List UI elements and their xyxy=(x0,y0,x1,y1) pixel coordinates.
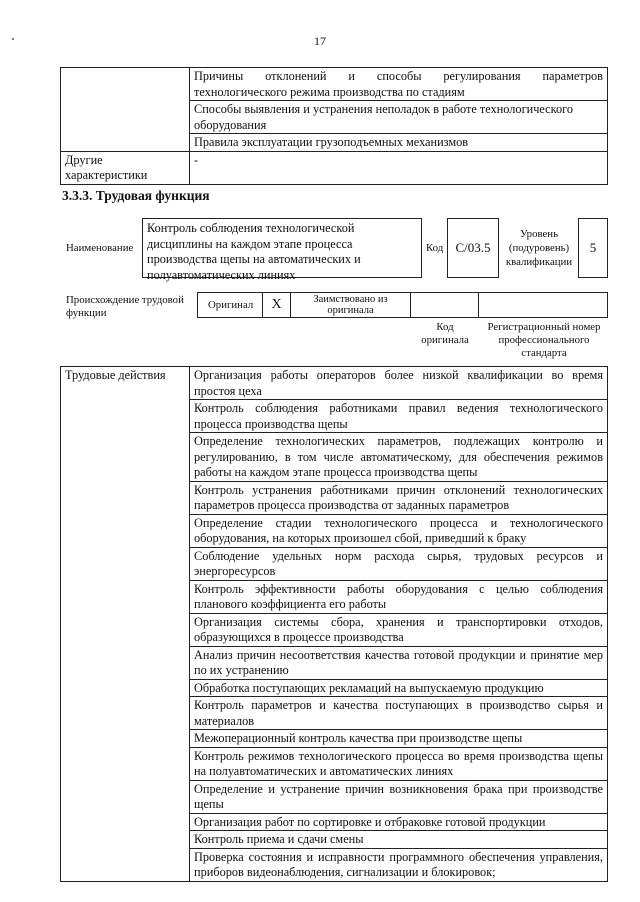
labor-action-item: Контроль устранения работниками причин отклонений технологических параметров процесса производства от заданных параметров xyxy=(190,481,608,514)
name-label: Наименование xyxy=(66,242,134,254)
labor-action-item: Проверка состояния и исправности программного обеспечения управления, приборов видеонаблюдения, сигнализации и блокировок; xyxy=(190,848,608,881)
labor-actions-table xyxy=(60,366,608,882)
labor-action-row xyxy=(61,367,608,400)
knowledge-item: Причины отклонений и способы регулирования параметров технологического режима производства по стадиям xyxy=(190,68,608,101)
function-code: C/03.5 xyxy=(447,218,499,278)
code-original-cell xyxy=(411,293,479,317)
labor-action-item: Определение стадии технологического процесса и технологического оборудования, на которых произошел сбой, приведший к браку xyxy=(190,514,608,547)
code-original-label: Код оригинала xyxy=(421,321,469,346)
origin-label: Происхождение трудовой функции xyxy=(66,294,184,319)
labor-action-item: Соблюдение удельных норм расхода сырья, трудовых ресурсов и энергоресурсов xyxy=(190,547,608,580)
labor-action-item: Организация работ по сортировке и отбраковке готовой продукции xyxy=(190,813,608,831)
knowledge-table xyxy=(60,67,608,185)
original-cell xyxy=(198,293,263,317)
labor-action-item: Контроль эффективности работы оборудования с целью соблюдения планового коэффициента его работы xyxy=(190,580,608,613)
labor-action-item: Контроль соблюдения работниками правил ведения технологического процесса производства щепы xyxy=(190,400,608,433)
labor-action-item: Анализ причин несоответствия качества готовой продукции и принятие мер по их устранению xyxy=(190,646,608,679)
labor-action-item: Определение и устранение причин возникновения брака при производстве щепы xyxy=(190,780,608,813)
reg-number-cell xyxy=(479,293,607,317)
origin-row xyxy=(197,292,608,318)
code-label: Код xyxy=(426,242,444,254)
knowledge-item: Правила эксплуатации грузоподъемных механизмов xyxy=(190,134,608,152)
original-mark: X xyxy=(263,293,291,317)
knowledge-item: Способы выявления и устранения неполадок в работе технологического оборудования xyxy=(190,101,608,134)
labor-action-item: Обработка поступающих рекламаций на выпускаемую продукцию xyxy=(190,679,608,697)
labor-action-item: Контроль режимов технологического процесса во время производства щепы на полуавтоматических и автоматических линиях xyxy=(190,747,608,780)
other-characteristics-value: - xyxy=(190,151,608,184)
other-characteristics-label: Другие характеристики xyxy=(61,151,190,184)
knowledge-label-cell xyxy=(61,68,190,152)
labor-action-item: Организация системы сбора, хранения и транспортировки отходов, образующихся в процессе производства xyxy=(190,613,608,646)
labor-action-item: Организация работы операторов более низкой квалификации во время простоя цеха xyxy=(190,367,608,400)
labor-action-item: Контроль параметров и качества поступающих в производство сырья и материалов xyxy=(190,697,608,730)
function-name: Контроль соблюдения технологической дисциплины на каждом этапе процесса производства щепы на автоматических и полуавтоматических линиях xyxy=(142,218,422,278)
borrowed-label: Заимствовано из оригинала xyxy=(291,293,411,317)
reg-number-label: Регистрационный номер профессионального стандарта xyxy=(487,321,601,359)
labor-actions-label: Трудовые действия xyxy=(61,367,190,882)
labor-action-item: Определение технологических параметров, подлежащих контролю и регулированию, в том числе автоматическому, для обеспечения режимов работы на каждом этапе процесса производства щепы xyxy=(190,433,608,482)
labor-action-item: Контроль приема и сдачи смены xyxy=(190,831,608,849)
level-value: 5 xyxy=(578,218,608,278)
section-heading: 3.3.3. Трудовая функция xyxy=(62,188,210,203)
level-label: Уровень (подуровень) квалификации xyxy=(505,228,573,268)
labor-action-item: Межоперационный контроль качества при производстве щепы xyxy=(190,730,608,748)
page-number: 17 xyxy=(314,34,326,48)
original-label: Оригинал xyxy=(208,299,254,311)
